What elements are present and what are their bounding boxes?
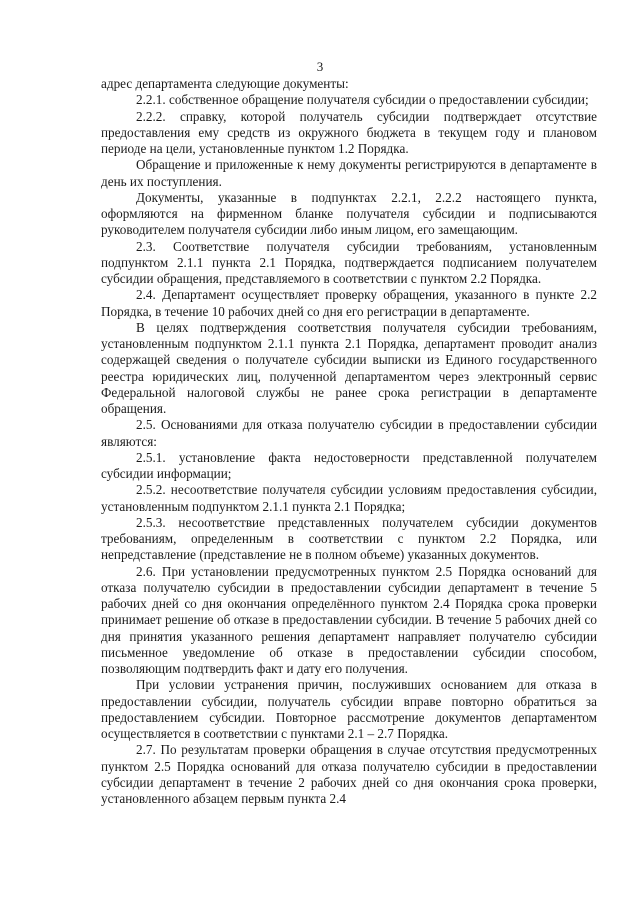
- paragraph-continuation: адрес департамента следующие документы:: [101, 76, 349, 91]
- page-number: 3: [316, 59, 324, 74]
- paragraph-2-5-1: 2.5.1. установление факта недостоверности представленной получателем субсидии информации;: [101, 449, 597, 481]
- paragraph-reapplication: При условии устранения причин, послуживших основанием для отказа в предоставлении субсидии, получатель субсидии вправе повторно обратиться за предоставлением субсидии. Повторное рассмотрение документов департаментом осуществляется в соответствии с пунктами 2.1 – 2.7 Порядка.: [101, 677, 597, 741]
- paragraph-2-6: 2.6. При установлении предусмотренных пунктом 2.5 Порядка оснований для отказа получателю субсидии в предоставлении субсидии департамент в течение 5 рабочих дней со дня окончания определённого пунктом 2.4 Порядка срока проверки принимает решение об отказе в предоставлении субсидии. В течение 5 рабочих дней со дня принятия указанного решения департамент направляет получателю субсидии письменное уведомление об отказе в предоставлении субсидии способом, позволяющим подтвердить факт и дату его получения.: [101, 563, 597, 676]
- paragraph-egrul-analysis: В целях подтверждения соответствия получателя субсидии требованиям, установленным подпунктом 2.1.1 пункта 2.1 Порядка, департамент проводит анализ содержащей сведения о получателе субсидии выписки из Единого государственного реестра юридических лиц, полученной департаментом через электронный сервис Федеральной налоговой службы не ранее срока регистрации в департаменте обращения.: [101, 319, 597, 416]
- paragraph-2-5: 2.5. Основаниями для отказа получателю субсидии в предоставлении субсидии являются:: [101, 417, 597, 449]
- paragraph-letterhead: Документы, указанные в подпунктах 2.2.1, 2.2.2 настоящего пункта, оформляются на фирменном бланке получателя субсидии и подписываются руководителем получателя субсидии либо иным лицом, его замещающим.: [101, 189, 597, 238]
- document-body: [101, 76, 597, 807]
- paragraph-2-5-3: 2.5.3. несоответствие представленных получателем субсидии документов требованиям, определенным в соответствии с пунктом 2.2 Порядка, или непредставление (представление не в полном объеме) указанных документов.: [101, 514, 597, 563]
- paragraph-2-7: 2.7. По результатам проверки обращения в случае отсутствия предусмотренных пунктом 2.5 Порядка оснований для отказа получателю субсидии в предоставлении субсидии департамент в течение 2 рабочих дней со дня окончания срока проверки, установленного абзацем первым пункта 2.4: [101, 742, 597, 806]
- paragraph-registration: Обращение и приложенные к нему документы регистрируются в департаменте в день их поступления.: [101, 157, 597, 189]
- paragraph-2-2-2: 2.2.2. справку, которой получатель субсидии подтверждает отсутствие предоставления ему средств из окружного бюджета в текущем году и плановом периоде на цели, установленные пунктом 1.2 Порядка.: [101, 108, 597, 156]
- paragraph-2-4: 2.4. Департамент осуществляет проверку обращения, указанного в пункте 2.2 Порядка, в течение 10 рабочих дней со дня его регистрации в департаменте.: [101, 287, 597, 319]
- paragraph-2-2-1: 2.2.1. собственное обращение получателя субсидии о предоставлении субсидии;: [136, 92, 589, 108]
- paragraph-2-3: 2.3. Соответствие получателя субсидии требованиям, установленным подпунктом 2.1.1 пункта 2.1 Порядка, подтверждается подписанием получателем субсидии обращения, представляемого в соответствии с пунктом 2.2 Порядка.: [101, 238, 597, 286]
- paragraph-2-5-2: 2.5.2. несоответствие получателя субсидии условиям предоставления субсидии, установленным подпунктом 2.1.1 пункта 2.1 Порядка;: [101, 482, 597, 514]
